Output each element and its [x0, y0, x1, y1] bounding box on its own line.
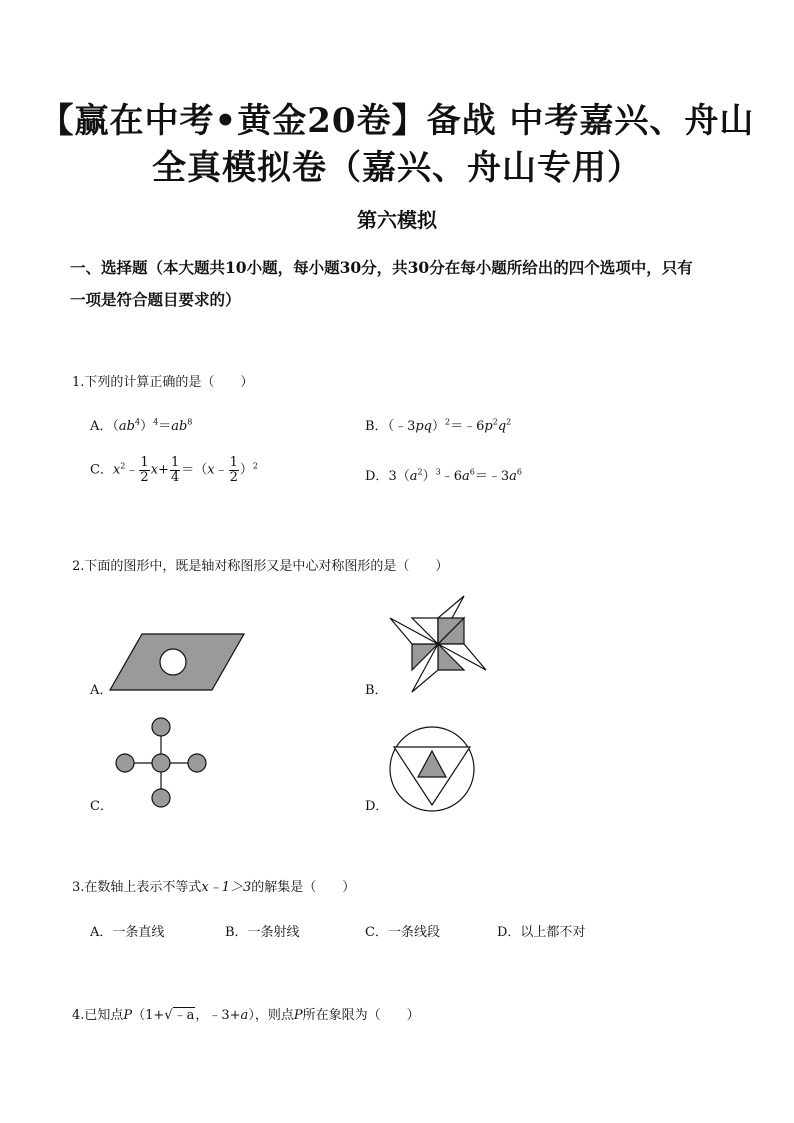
q3-stem-expr: x﹣1＞3: [201, 880, 252, 895]
q2-option-a-label: A．: [90, 683, 113, 698]
q2-option-b-label: B．: [365, 683, 388, 698]
cross-circles-figure: [110, 714, 215, 814]
q4-stem-prefix: 4.已知点: [72, 1008, 124, 1023]
page-title-line2: 全真模拟卷（嘉兴、舟山专用）: [152, 148, 642, 188]
q3-option-b: B．一条射线: [225, 925, 300, 940]
q3-option-c: C．一条线段: [365, 925, 440, 940]
q2-stem: 2.下面的图形中，既是轴对称图形又是中心对称图形的是（ ）: [72, 559, 449, 574]
q3-option-a: A．一条直线: [90, 925, 165, 940]
q1-stem: 1.下列的计算正确的是（ ）: [72, 375, 254, 390]
q1-option-a-label: A．: [90, 419, 113, 434]
pinwheel-figure: [388, 594, 488, 694]
q2-option-c-label: C．: [90, 799, 113, 814]
q1-option-b: B．$(﹣3pq)^2=﹣6p^2q^2$: [365, 417, 512, 434]
q4-stem: 4.已知点P（1+√﹣a，﹣3+a），则点P所在象限为（ ）: [72, 1008, 420, 1023]
q1-option-d-label: D．: [365, 469, 389, 484]
page-title-line1: 【赢在中考•黄金20卷】备战 中考嘉兴、舟山: [39, 101, 755, 141]
q3-stem-prefix: 3.在数轴上表示不等式: [72, 880, 202, 895]
section-heading-line1: 一、选择题（本大题共10小题，每小题30分，共30分在每小题所给出的四个选项中，只有: [70, 258, 693, 277]
q1-option-a: A．$(ab^4)^4=ab^8$: [90, 417, 193, 434]
q4-stem-end: 所在象限为（ ）: [302, 1008, 420, 1023]
q1-option-d: D．$3(a^2)^3﹣6a^6=﹣3a^6$: [365, 467, 522, 484]
q1-option-c-label: C．: [90, 462, 113, 478]
q4-stem-suffix: ，则点: [254, 1008, 294, 1023]
q3-stem: [72, 876, 355, 895]
q3-stem-suffix: 的解集是（ ）: [251, 880, 356, 895]
q1-option-b-label: B．: [365, 419, 388, 434]
parallelogram-figure: [110, 632, 250, 692]
q1-option-c: C．$x^2﹣$ $\frac{1}{2}$ x+ $\frac{1}{4}$ ＝（x﹣ $\frac{1}{2}$ ）$^2$: [90, 455, 258, 485]
section-heading-line2: 一项是符合题目要求的）: [70, 290, 241, 309]
circle-triangle-figure: [388, 725, 476, 813]
page-subtitle: 第六模拟: [357, 208, 437, 232]
q2-option-d-label: D．: [365, 799, 389, 814]
q3-option-d: D．以上都不对: [497, 925, 586, 940]
